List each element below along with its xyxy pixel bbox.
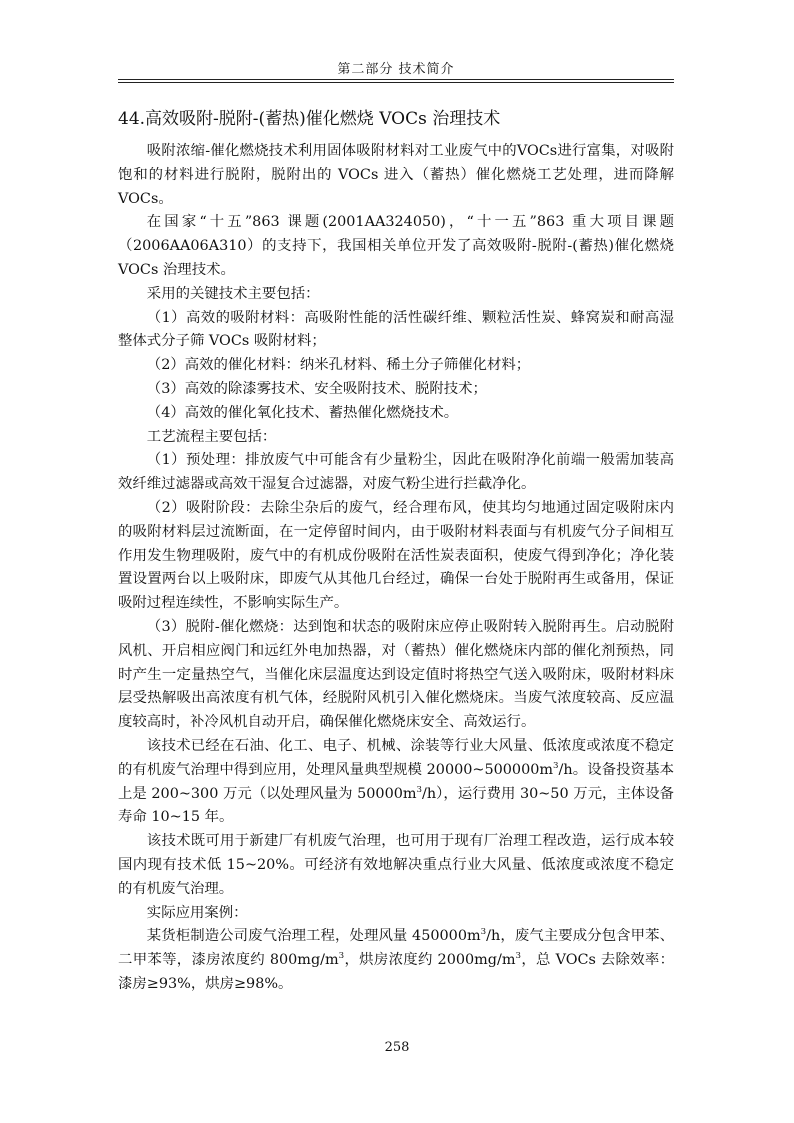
text-run: /h，废气主要成分包含甲苯、二甲苯等，漆房浓度约 800mg/m <box>118 928 675 969</box>
paragraph: 在国家“十五”863 课题(2001AA324050)，“十一五”863 重大项目课题（2006AA06A310）的支持下，我国相关单位开发了高效吸附-脱附-(蓄热)催化燃烧 VOCs 治理技术。 <box>118 214 674 278</box>
superscript: 3 <box>416 784 423 795</box>
paragraph: 实际应用案例： <box>146 904 248 921</box>
text-run: ，烘房浓度约 2000mg/m <box>344 952 516 969</box>
page-number: 258 <box>384 1040 410 1055</box>
paragraph-application <box>118 735 674 830</box>
paragraph: （2）吸附阶段：去除尘杂后的废气，经合理布风，使其均匀地通过固定吸附床内的吸附材料层过流断面，在一定停留时间内，由于吸附材料表面与有机废气分子间相互作用发生物理吸附，废气中的有机成份吸附在活性炭表面积，使废气得到净化；净化装置设置两台以上吸附床，即废气从其他几台经过，确保一台处于脱附再生或备用，保证吸附过程连续性，不影响实际生产。 <box>118 499 674 612</box>
superscript: 3 <box>515 951 522 962</box>
paragraph-case <box>118 925 674 996</box>
paragraph: （4）高效的催化氧化技术、蓄热催化燃烧技术。 <box>146 404 459 421</box>
paragraph: （1）高效的吸附材料：高吸附性能的活性碳纤维、颗粒活性炭、蜂窝炭和耐高湿整体式分子筛 VOCs 吸附材料； <box>118 309 674 350</box>
paragraph: 工艺流程主要包括： <box>146 428 277 445</box>
text-run: 该技术已经在石油、化工、电子、机械、涂装等行业大风量、低浓度或浓度不稳定的有机废气治理中得到应用，处理风量典型规模 20000~500000m <box>118 737 674 778</box>
text-run: ，总 VOCs 去除效率：漆房≥93%，烘房≥98%。 <box>118 952 674 992</box>
text-run: /h），运行费用 30~50 万元，主体设备寿命 10~15 年。 <box>118 785 674 826</box>
paragraph: 该技术既可用于新建厂有机废气治理，也可用于现有厂治理工程改造，运行成本较国内现有技术低 15~20%。可经济有效地解决重点行业大风量、低浓度或浓度不稳定的有机废气治理。 <box>118 833 674 897</box>
body-text <box>118 140 674 997</box>
paragraph: （2）高效的催化材料：纳米孔材料、稀土分子筛催化材料； <box>146 357 531 374</box>
header-rule-thick <box>118 79 674 80</box>
paragraph: （3）脱附-催化燃烧：达到饱和状态的吸附床应停止吸附转入脱附再生。启动脱附风机、开启相应阀门和远红外电加热器，对（蓄热）催化燃烧床内部的催化剂预热，同时产生一定量热空气，当催化床层温度达到设定值时将热空气送入吸附床，吸附材料床层受热解吸出高浓度有机气体，经脱附风机引入催化燃烧床。当废气浓度较高、反应温度较高时，补冷风机自动开启，确保催化燃烧床安全、高效运行。 <box>118 618 674 731</box>
paragraph: 采用的关键技术主要包括： <box>146 285 320 302</box>
superscript: 3 <box>553 760 559 771</box>
running-header: 第二部分 技术简介 <box>337 62 455 77</box>
superscript: 3 <box>338 951 345 962</box>
section-title: 44.高效吸附-脱附-(蓄热)催化燃烧 VOCs 治理技术 <box>118 109 501 129</box>
text-run: 某货柜制造公司废气治理工程，处理风量 450000m <box>146 928 481 945</box>
text-run: /h。设备投资基本上是 200~300 万元（以处理风量为 50000m <box>118 761 674 802</box>
header-rule-thin <box>118 82 674 83</box>
paragraph: 吸附浓缩-催化燃烧技术利用固体吸附材料对工业废气中的VOCs进行富集，对吸附饱和的材料进行脱附，脱附出的 VOCs 进入（蓄热）催化燃烧工艺处理，进而降解 VOCs。 <box>118 143 674 207</box>
paragraph: （1）预处理：排放废气中可能含有少量粉尘，因此在吸附净化前端一般需加装高效纤维过滤器或高效干湿复合过滤器，对废气粉尘进行拦截净化。 <box>118 452 674 493</box>
superscript: 3 <box>480 927 487 938</box>
paragraph: （3）高效的除漆雾技术、安全吸附技术、脱附技术； <box>146 380 487 397</box>
